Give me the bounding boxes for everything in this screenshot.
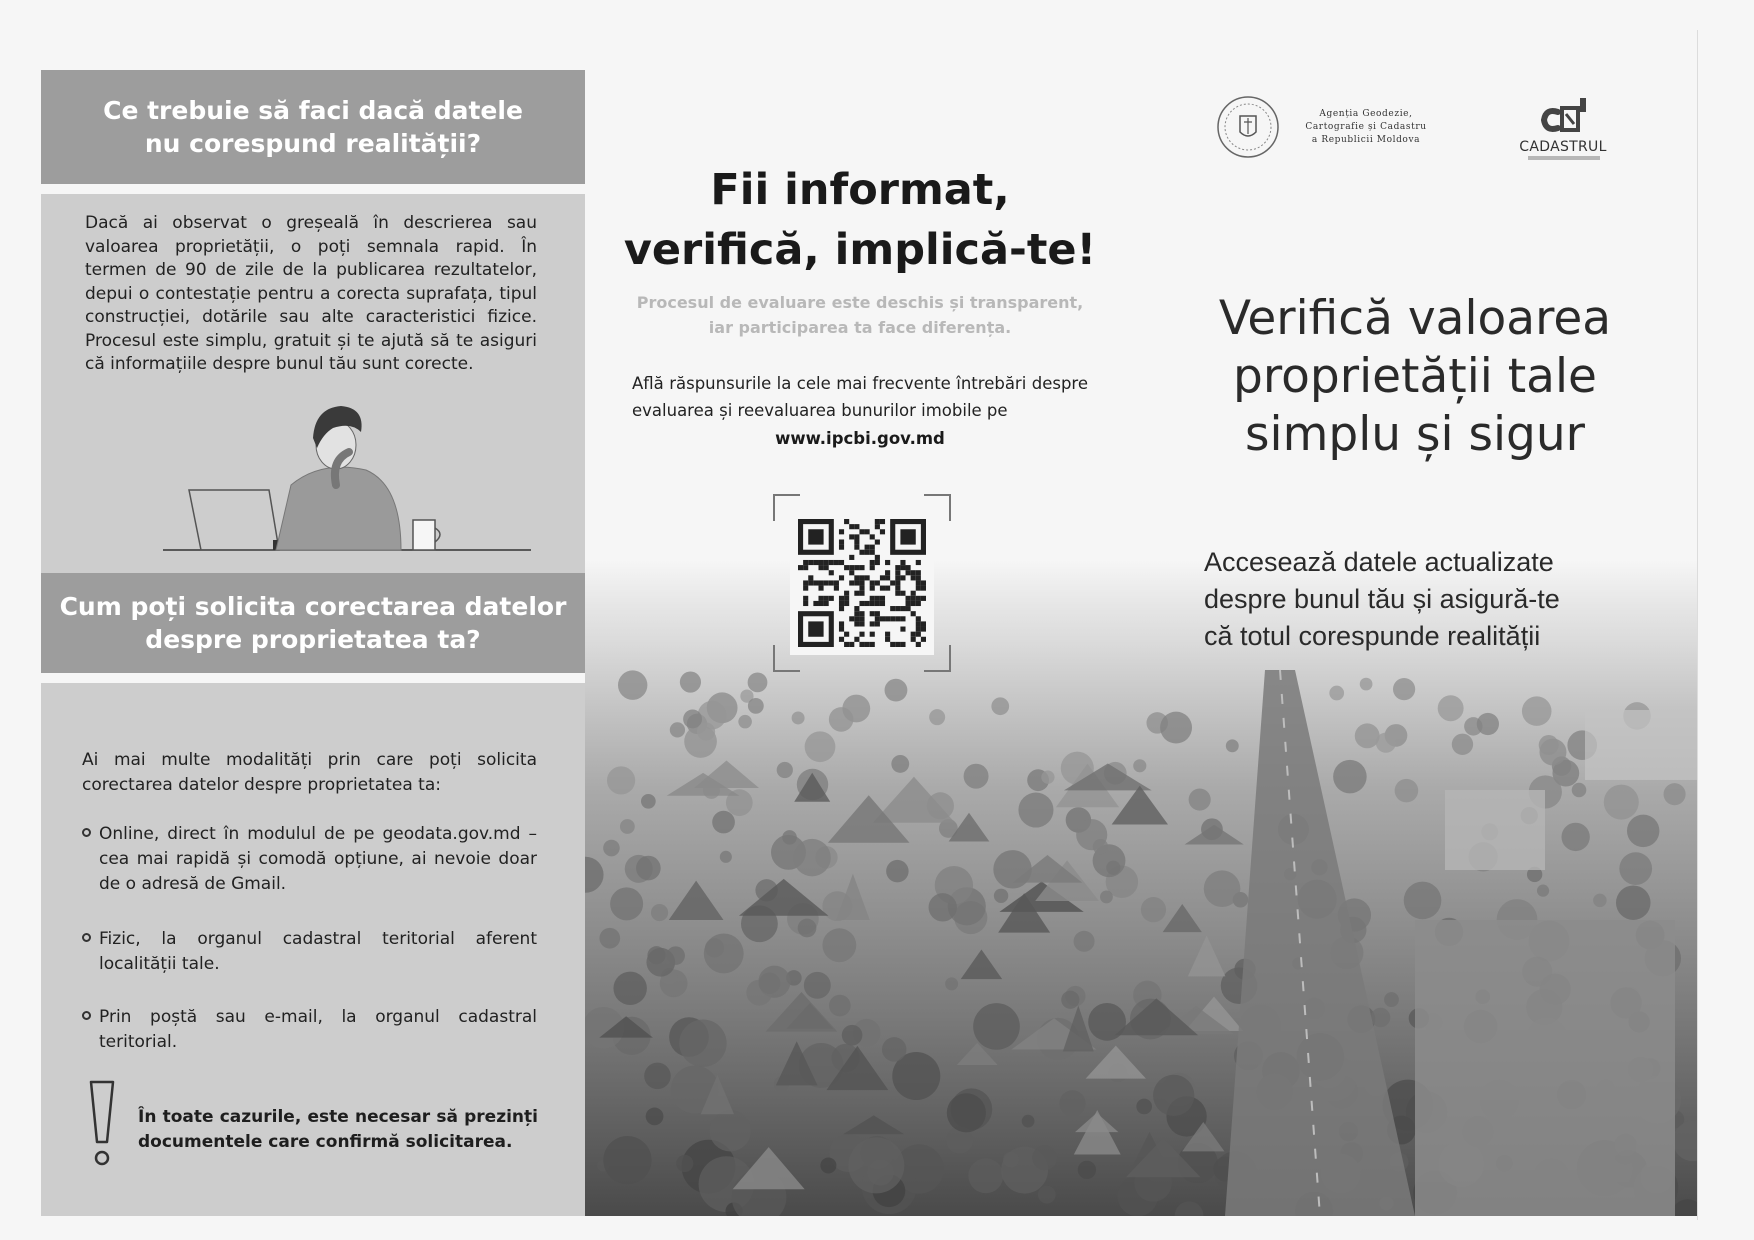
agency-name (1286, 108, 1446, 147)
middle-title (610, 160, 1110, 280)
middle-faded-line-1: Procesul de evaluare este deschis și transparent, (636, 293, 1084, 312)
agency-line-2: Cartografie și Cadastru (1305, 122, 1427, 132)
main-title (1190, 290, 1640, 464)
main-subtitle-line-3: că totul corespunde realității (1204, 621, 1541, 651)
option-physical-text: Fizic, la organul cadastral teritorial aferent localității tale. (99, 929, 537, 974)
main-subtitle (1204, 544, 1644, 655)
heading-what-to-do (41, 70, 585, 184)
main-subtitle-line-1: Accesează datele actualizate (1204, 547, 1554, 577)
person-at-laptop-illustration (101, 390, 531, 560)
cadastru-tagline (1528, 156, 1600, 160)
option-online (82, 822, 537, 897)
cadastru-wordmark: CADASTRUL (1519, 139, 1607, 155)
bullet-icon (82, 933, 91, 942)
bullet-icon (82, 1011, 91, 1020)
left-panel (41, 70, 585, 1216)
website-url[interactable]: www.ipcbi.gov.md (775, 429, 945, 448)
option-mail-text: Prin poștă sau e-mail, la organul cadastral teritorial. (99, 1007, 537, 1052)
qr-code[interactable] (772, 493, 952, 673)
agency-line-1: Agenția Geodezie, (1319, 109, 1413, 119)
city-aerial-photo (585, 560, 1697, 1216)
option-online-text: Online, direct în modulul de pe geodata.gov.md – cea mai rapidă și comodă opțiune, ai nevoie doar de o adresă de Gmail. (99, 824, 537, 894)
heading-how-to-request (41, 573, 585, 673)
main-title-line-2: proprietății tale (1233, 349, 1597, 404)
main-title-line-1: Verifică valoarea (1218, 291, 1612, 346)
middle-description: Află răspunsurile la cele mai frecvente întrebări despre evaluarea și reevaluarea bunurilor imobile pe (632, 374, 1088, 420)
fold-line (1697, 30, 1698, 1220)
exclamation-icon (87, 1078, 117, 1168)
heading-what-to-do-line-1: Ce trebuie să faci dacă datele (103, 96, 523, 125)
middle-title-line-1: Fii informat, (710, 165, 1010, 215)
coat-of-arms-seal (1216, 94, 1280, 160)
main-subtitle-line-2: despre bunul tău și asigură-te (1204, 584, 1560, 614)
bullet-icon (82, 828, 91, 837)
ways-intro: Ai mai multe modalități prin care poți solicita corectarea datelor despre proprietatea ta: (82, 750, 537, 795)
option-mail (82, 1005, 537, 1055)
option-physical (82, 927, 537, 977)
main-title-line-3: simplu și sigur (1245, 407, 1585, 462)
middle-faded-text (610, 290, 1110, 340)
heading-how-to-request-line-1: Cum poți solicita corectarea datelor (59, 592, 567, 621)
heading-what-to-do-line-2: nu corespund realității? (144, 129, 482, 158)
divider (41, 184, 585, 194)
middle-faded-line-2: iar participarea ta face diferența. (708, 318, 1012, 337)
divider (41, 673, 585, 683)
middle-title-line-2: verifică, implică-te! (623, 225, 1097, 275)
agency-line-3: a Republicii Moldova (1311, 135, 1421, 145)
cadastru-logo (1528, 94, 1598, 140)
documents-note: În toate cazurile, este necesar să prezinți documentele care confirmă solicitarea. (138, 1107, 538, 1152)
heading-how-to-request-line-2: despre proprietatea ta? (145, 625, 481, 654)
intro-paragraph: Dacă ai observat o greșeală în descrierea sau valoarea proprietății, o poți semnala rapid. În termen de 90 de zile de la publicarea rezultatelor, depui o contestație pentru a corecta suprafața, tipul construcției, dotările sau alte caracteristici fizice. Procesul este simplu, gratuit și te ajută să te asiguri că informațiile despre bunul tău sunt corecte. (85, 213, 537, 374)
